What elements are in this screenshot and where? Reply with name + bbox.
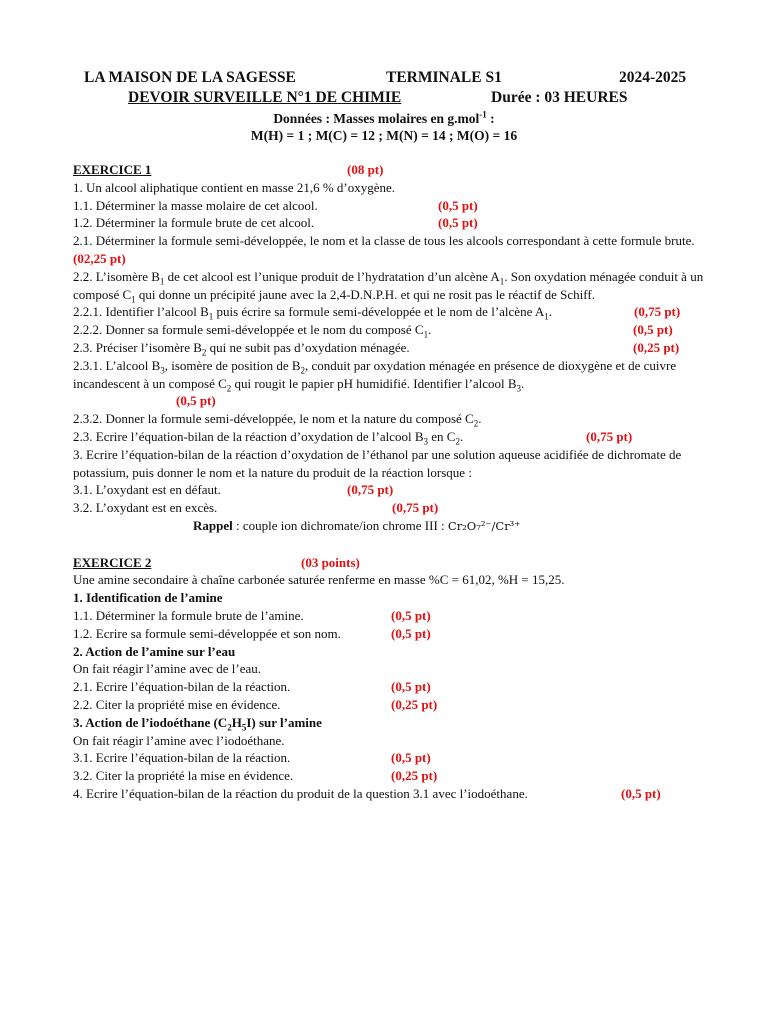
- ex1-q2-2-1-b: puis écrire sa formule semi-développée et le nom de l’alcène A: [213, 304, 545, 320]
- ex1-points: (08 pt): [347, 162, 384, 177]
- ex1-q2-2-1: [73, 303, 705, 321]
- exam-content: [73, 161, 705, 803]
- ex1-q3-1-points: (0,75 pt): [347, 482, 394, 498]
- ex2-q3-2-text: 3.2. Citer la propriété la mise en évidence.: [73, 768, 294, 784]
- data-unit-sup: -1: [479, 109, 487, 120]
- ex1-q2-1: [73, 232, 705, 268]
- ex1-q2-3-eq-a: 2.3. Ecrire l’équation-bilan de la réaction d’oxydation de l’alcool B: [73, 428, 424, 444]
- ex2-intro: Une amine secondaire à chaîne carbonée saturée renferme en masse %C = 61,02, %H = 15,25.: [73, 572, 565, 588]
- sub: 2: [226, 383, 232, 394]
- ex1-q1-2-text: 1.2. Déterminer la formule brute de cet alcool.: [73, 215, 315, 231]
- sub: 1: [499, 276, 505, 287]
- sub: 1: [208, 311, 214, 322]
- data-heading: [0, 111, 768, 127]
- ex1-q2-3-eq-points: (0,75 pt): [586, 428, 633, 444]
- ex2-q1-2: [73, 625, 705, 643]
- exam-title: [128, 89, 401, 107]
- ex1-heading: [73, 161, 705, 179]
- ex1-q2-3-1-b: , isomère de position de B: [164, 357, 301, 373]
- ex2-q4-text: 4. Ecrire l’équation-bilan de la réaction du produit de la question 3.1 avec l’iodoéthane.: [73, 785, 528, 801]
- ex1-q2-3-a: 2.3. Préciser l’isomère B: [73, 339, 202, 355]
- ex1-q2-3-2-a: 2.3.2. Donner la formule semi-développée, le nom et la nature du composé C: [73, 411, 474, 427]
- ex2-q2-1: [73, 678, 705, 696]
- sub: 5: [241, 722, 247, 733]
- ex1-q2-2-a: 2.2. L’isomère B: [73, 268, 160, 284]
- spacer: [73, 536, 705, 554]
- ex1-q2-2-1-a: 2.2.1. Identifier l’alcool B: [73, 304, 209, 320]
- ex1-q2-2-c: . Son oxydation ménagée conduit à un composé C: [73, 268, 704, 302]
- ex2-q2-2-text: 2.2. Citer la propriété mise en évidence.: [73, 696, 281, 712]
- ex1-q2-3-1-c: , conduit par oxydation ménagée en présence de dioxygène et de cuivre incandescent à un composé C: [73, 357, 677, 391]
- sub: 2: [201, 347, 207, 358]
- sub: 3: [423, 436, 429, 447]
- ex1-q2-3: [73, 339, 705, 357]
- exam-duration: Durée : 03 HEURES: [491, 89, 628, 106]
- ex2-s3-c: I) sur l’amine: [246, 714, 322, 730]
- school-name: LA MAISON DE LA SAGESSE: [84, 69, 296, 86]
- school-year: 2024-2025: [619, 69, 687, 86]
- ex2-q2-1-text: 2.1. Ecrire l’équation-bilan de la réaction.: [73, 679, 291, 695]
- ex1-q1-2: [73, 214, 705, 232]
- ex2-q2-2-points: (0,25 pt): [391, 696, 438, 712]
- sub: 1: [159, 276, 165, 287]
- ex1-q2-2-2-b: .: [428, 322, 432, 338]
- ex2-q2-1-points: (0,5 pt): [391, 679, 431, 695]
- ex1-q2-2-d: qui donne un précipité jaune avec la 2,4-D.N.P.H. et qui ne rosit pas le réactif de Schiff.: [135, 286, 595, 302]
- sub: 3: [516, 383, 521, 394]
- ex1-q2-2-1-c: .: [548, 304, 553, 320]
- ex2-title: EXERCICE 2: [73, 554, 152, 570]
- ex1-q2-3-eq: [73, 428, 705, 446]
- ex2-q3-1: [73, 749, 705, 767]
- ex1-q2-1-text: 2.1. Déterminer la formule semi-développée, le nom et la classe de tous les alcools correspondant à cette formule brute.: [73, 233, 695, 249]
- ex1-q2-3-1-points-line: [73, 392, 705, 410]
- ex2-q3-2: [73, 767, 705, 785]
- ex1-q3-2: [73, 499, 705, 517]
- ex1-q2-3-1-d: qui rougit le papier pH humidifié. Identifier l’alcool B: [231, 375, 517, 391]
- ex2-section-2-intro: On fait réagir l’amine avec de l’eau.: [73, 661, 262, 677]
- sub: 2: [227, 722, 232, 733]
- ex2-section-3: [73, 714, 705, 732]
- ex1-q2-3-1-e: .: [521, 375, 525, 391]
- ex1-q2-3-eq-c: .: [459, 428, 464, 444]
- ex2-section-1: 1. Identification de l’amine: [73, 590, 223, 606]
- ex1-q1-2-points: (0,5 pt): [438, 215, 478, 231]
- ex1-q2-3-b: qui ne subit pas d’oxydation ménagée.: [206, 339, 410, 355]
- ex2-s3-a: 3. Action de l’iodoéthane (C: [73, 714, 228, 730]
- molar-masses: M(H) = 1 ; M(C) = 12 ; M(N) = 14 ; M(O) = 16: [250, 128, 518, 143]
- ex2-q1-1: [73, 607, 705, 625]
- ex1-q3: 3. Ecrire l’équation-bilan de la réaction d’oxydation de l’éthanol par une solution aqueuse acidifiée de dichromate de potassium, puis donner le nom et la nature du produit de la réaction lorsque :: [73, 446, 682, 480]
- ex1-q3-2-text: 3.2. L’oxydant est en excès.: [73, 500, 218, 516]
- sub: 2: [455, 436, 460, 447]
- ex1-q2-2-1-points: (0,75 pt): [634, 304, 681, 320]
- ex1-q2-2-2-a: 2.2.2. Donner sa formule semi-développée et le nom du composé C: [73, 322, 424, 338]
- ex2-q4-points: (0,5 pt): [621, 785, 661, 801]
- ex1-q3-2-points: (0,75 pt): [392, 500, 439, 516]
- ex1-q2-2-2-points: (0,5 pt): [633, 322, 673, 338]
- ex1-q2-3-1-points: (0,5 pt): [176, 393, 216, 409]
- ex2-section-3-intro: On fait réagir l’amine avec l’iodoéthane.: [73, 732, 285, 748]
- ex1-rappel: [73, 517, 705, 536]
- ex1-q2-3-1: [73, 357, 705, 393]
- ex1-q2-2-b: de cet alcool est l’unique produit de l’hydratation d’un alcène A: [164, 268, 500, 284]
- rappel-label: Rappel: [193, 517, 233, 533]
- ex1-q3-1-text: 3.1. L’oxydant est en défaut.: [73, 482, 221, 498]
- data-label: Données : Masses molaires en g.mol: [273, 111, 480, 126]
- ex1-q2-3-eq-b: en C: [428, 428, 456, 444]
- ex2-q4: [73, 785, 705, 803]
- rappel-text: : couple ion dichromate/ion chrome III :: [232, 517, 448, 533]
- ex1-q2-1-points: (02,25 pt): [73, 250, 126, 266]
- ex1-q1: 1. Un alcool aliphatique contient en masse 21,6 % d’oxygène.: [73, 179, 396, 195]
- ex2-section-2: 2. Action de l’amine sur l’eau: [73, 643, 236, 659]
- rappel-formula: Cr₂O₇²⁻/Cr³⁺: [447, 518, 521, 533]
- sub: 1: [544, 311, 549, 322]
- ex1-q2-2-2: [73, 321, 705, 339]
- ex2-s3-b: H: [231, 714, 242, 730]
- ex2-q2-2: [73, 696, 705, 714]
- ex2-points: (03 points): [301, 554, 360, 570]
- ex1-q2-3-points: (0,25 pt): [633, 339, 680, 355]
- sub: 1: [423, 329, 429, 340]
- ex1-q2-3-2-b: .: [478, 411, 482, 427]
- class-level: TERMINALE S1: [386, 69, 502, 86]
- ex2-q3-1-text: 3.1. Ecrire l’équation-bilan de la réaction.: [73, 750, 291, 766]
- sub: 1: [131, 294, 136, 305]
- sub: 2: [473, 418, 479, 429]
- ex2-q3-2-points: (0,25 pt): [391, 768, 438, 784]
- ex1-q3-1: [73, 481, 705, 499]
- ex2-q1-1-text: 1.1. Déterminer la formule brute de l’amine.: [73, 607, 304, 623]
- ex1-q2-3-1-a: 2.3.1. L’alcool B: [73, 357, 161, 373]
- ex1-q1-1: [73, 197, 705, 215]
- data-suffix: :: [486, 111, 495, 126]
- ex1-q2-3-2: [73, 410, 705, 428]
- ex2-q1-1-points: (0,5 pt): [391, 607, 431, 623]
- ex2-q1-2-points: (0,5 pt): [391, 625, 431, 641]
- exam-title-text: DEVOIR SURVEILLE N°1 DE CHIMIE: [128, 89, 402, 106]
- ex2-q1-2-text: 1.2. Ecrire sa formule semi-développée et son nom.: [73, 625, 341, 641]
- ex1-q1-1-text: 1.1. Déterminer la masse molaire de cet alcool.: [73, 197, 318, 213]
- ex1-q2-2: [73, 268, 705, 304]
- ex2-q3-1-points: (0,5 pt): [391, 750, 431, 766]
- ex2-heading: [73, 554, 705, 572]
- ex1-q1-1-points: (0,5 pt): [438, 197, 478, 213]
- sub: 2: [300, 365, 306, 376]
- sub: 3: [160, 365, 165, 376]
- ex1-title: EXERCICE 1: [73, 162, 152, 177]
